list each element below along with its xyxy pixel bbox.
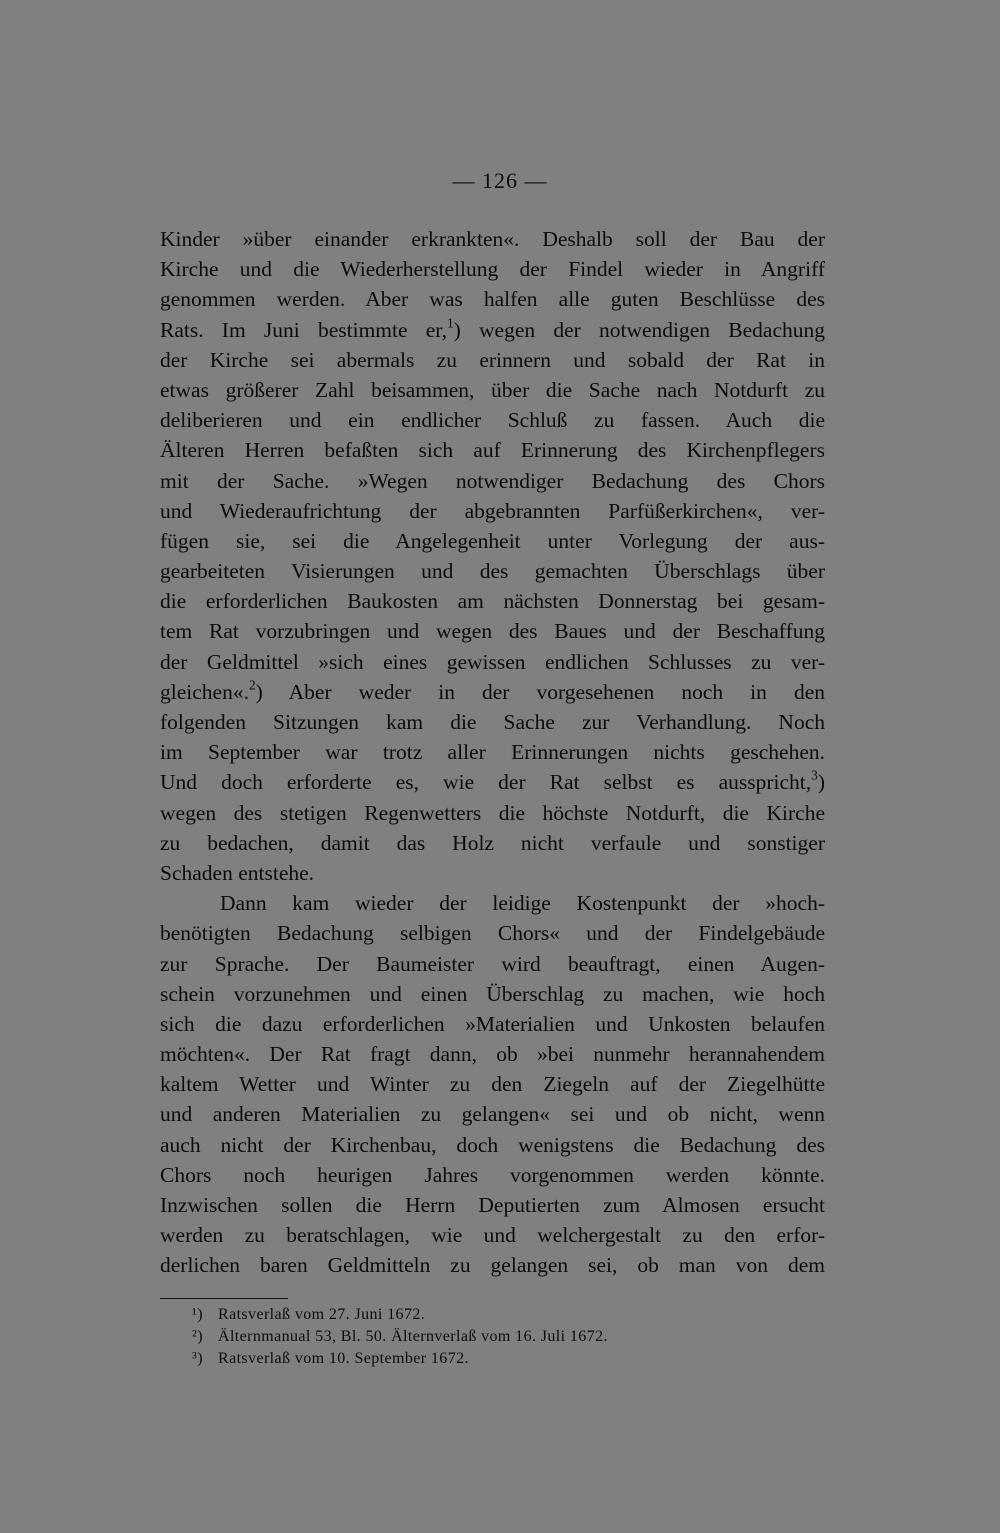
footnote-text: Ratsverlaß vom 10. September 1672. bbox=[218, 1350, 469, 1367]
text-line: deliberieren und ein endlicher Schluß zu fassen. Auch die bbox=[160, 408, 825, 433]
text-line: etwas größerer Zahl beisammen, über die Sache nach Notdurft zu bbox=[160, 377, 825, 402]
text-line: genommen werden. Aber was halfen alle guten Beschlüsse des bbox=[160, 287, 825, 312]
line-text: ) bbox=[817, 770, 825, 795]
text-line: Kirche und die Wiederherstellung der Findel wieder in Angriff bbox=[160, 257, 825, 282]
footnote-divider bbox=[160, 1298, 288, 1299]
text-line bbox=[160, 677, 825, 707]
text-line: der Geldmittel »sich eines gewissen endlichen Schlusses zu ver- bbox=[160, 649, 825, 674]
footnote-text: Älternmanual 53, Bl. 50. Älternverlaß vom 16. Juli 1672. bbox=[218, 1328, 608, 1345]
text-line: sich die dazu erforderlichen »Materialien und Unkosten belaufen bbox=[160, 1011, 825, 1036]
line-text: ) Aber weder in der vorgesehenen noch in den bbox=[255, 679, 825, 704]
footnote-ref-1: 1 bbox=[446, 315, 454, 331]
page-number: — 126 — bbox=[452, 168, 548, 193]
line-text: ) wegen der notwendigen Bedachung bbox=[453, 317, 825, 342]
text-line: benötigten Bedachung selbigen Chors« und der Findelgebäude bbox=[160, 921, 825, 946]
text-line: die erforderlichen Baukosten am nächsten Donnerstag bei gesam- bbox=[160, 589, 825, 614]
text-line: zur Sprache. Der Baumeister wird beauftragt, einen Augen- bbox=[160, 951, 825, 976]
text-line bbox=[160, 315, 825, 345]
footnote-1 bbox=[192, 1304, 608, 1326]
paragraph-2 bbox=[160, 888, 825, 1280]
footnote-3 bbox=[192, 1348, 608, 1370]
footnotes bbox=[192, 1304, 608, 1370]
text-line: Kinder »über einander erkrankten«. Deshalb soll der Bau der bbox=[160, 227, 825, 251]
footnote-text: Ratsverlaß vom 27. Juni 1672. bbox=[218, 1306, 426, 1323]
text-line: der Kirche sei abermals zu erinnern und sobald der Rat in bbox=[160, 347, 825, 372]
text-line: und Wiederaufrichtung der abgebrannten Parfüßerkirchen«, ver- bbox=[160, 498, 825, 523]
text-line: kaltem Wetter und Winter zu den Ziegeln auf der Ziegelhütte bbox=[160, 1072, 825, 1097]
footnote-marker: ³) bbox=[192, 1350, 203, 1367]
footnote-ref-3: 3 bbox=[811, 768, 818, 784]
text-line: und anderen Materialien zu gelangen« sei und ob nicht, wenn bbox=[160, 1102, 825, 1127]
footnote-marker: ²) bbox=[192, 1328, 203, 1345]
text-line: im September war trotz aller Erinnerungen nichts geschehen. bbox=[160, 740, 825, 765]
footnote-marker: ¹) bbox=[192, 1306, 203, 1323]
text-line: Chors noch heurigen Jahres vorgenommen werden könnte. bbox=[160, 1162, 825, 1187]
body-text bbox=[160, 224, 825, 1281]
text-line: tem Rat vorzubringen und wegen des Baues und der Beschaffung bbox=[160, 619, 825, 644]
text-line: auch nicht der Kirchenbau, doch wenigstens die Bedachung des bbox=[160, 1132, 825, 1157]
text-line: mit der Sache. »Wegen notwendiger Bedachung des Chors bbox=[160, 468, 825, 493]
text-line: Dann kam wieder der leidige Kostenpunkt der »hoch- bbox=[220, 891, 825, 916]
text-line: Älteren Herren befaßten sich auf Erinnerung des Kirchenpflegers bbox=[160, 438, 825, 463]
text-line: wegen des stetigen Regenwetters die höchste Notdurft, die Kirche bbox=[160, 800, 825, 825]
text-line: derlichen baren Geldmitteln zu gelangen sei, ob man von dem bbox=[160, 1253, 825, 1278]
text-line: Schaden entstehe. bbox=[160, 860, 315, 885]
line-text: Rats. Im Juni bestimmte er, bbox=[160, 317, 447, 342]
footnote-2 bbox=[192, 1326, 608, 1348]
text-line: zu bedachen, damit das Holz nicht verfaule und sonstiger bbox=[160, 830, 825, 855]
text-line: Inzwischen sollen die Herrn Deputierten zum Almosen ersucht bbox=[160, 1193, 825, 1217]
text-line: werden zu beratschlagen, wie und welchergestalt zu den erfor- bbox=[160, 1223, 825, 1248]
paragraph-1 bbox=[160, 224, 825, 888]
text-line: schein vorzunehmen und einen Überschlag zu machen, wie hoch bbox=[160, 981, 825, 1006]
text-line: folgenden Sitzungen kam die Sache zur Verhandlung. Noch bbox=[160, 710, 825, 734]
text-line: gearbeiteten Visierungen und des gemachten Überschlags über bbox=[160, 559, 825, 584]
line-text: Und doch erforderte es, wie der Rat selbst es ausspricht, bbox=[160, 770, 812, 795]
line-text: gleichen«. bbox=[160, 679, 249, 704]
text-line: möchten«. Der Rat fragt dann, ob »bei nunmehr herannahendem bbox=[160, 1042, 825, 1067]
footnote-ref-2: 2 bbox=[248, 677, 256, 693]
text-line: fügen sie, sei die Angelegenheit unter Vorlegung der aus- bbox=[160, 528, 825, 553]
text-line bbox=[160, 767, 825, 797]
